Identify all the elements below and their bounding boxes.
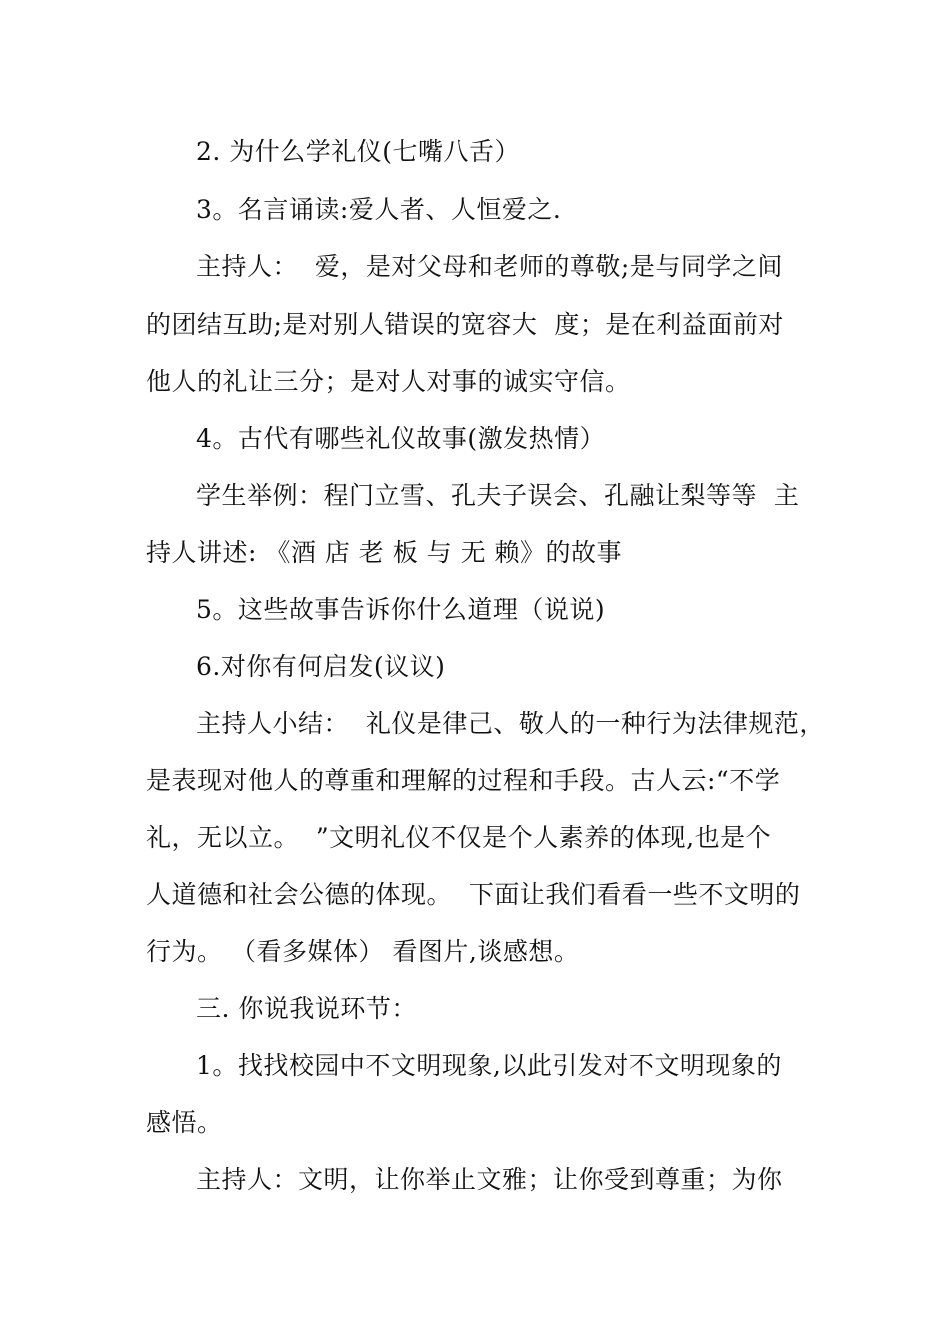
text-line-4: 的团结互助;是对别人错误的宽容大 度；是在利益面前对	[146, 310, 784, 339]
text-line-1: 2. 为什么学礼仪(七嘴八舌）	[196, 137, 521, 166]
text-line-8: 持人讲述: 《酒 店 老 板 与 无 赖》的故事	[146, 538, 623, 567]
text-line-11: 主持人小结： 礼仪是律己、敬人的一种行为法律规范，	[196, 709, 825, 738]
text-line-5: 他人的礼让三分；是对人对事的诚实守信。	[146, 367, 631, 396]
text-line-18: 感悟。	[146, 1108, 223, 1137]
text-line-3: 主持人： 爱，是对父母和老师的尊敬;是与同学之间	[196, 252, 783, 281]
text-line-9: 5。这些故事告诉你什么道理（说说)	[196, 595, 606, 624]
text-line-2: 3。名言诵读:爱人者、人恒爱之.	[196, 195, 562, 224]
text-line-12: 是表现对他人的尊重和理解的过程和手段。古人云:“不学	[146, 766, 781, 795]
text-line-13: 礼，无以立。 ”文明礼仪不仅是个人素养的体现,也是个	[146, 823, 772, 852]
text-line-14: 人道德和社会公德的体现。 下面让我们看看一些不文明的	[146, 880, 801, 909]
text-line-7: 学生举例：程门立雪、孔夫子误会、孔融让梨等等 主	[196, 481, 800, 510]
text-line-16: 三. 你说我说环节：	[196, 994, 417, 1023]
text-line-15: 行为。 （看多媒体） 看图片,谈感想。	[146, 937, 580, 966]
text-line-6: 4。古代有哪些礼仪故事(激发热情）	[196, 424, 606, 453]
text-line-10: 6.对你有何启发(议议)	[196, 652, 446, 681]
text-line-19: 主持人：文明，让你举止文雅；让你受到尊重；为你	[196, 1165, 783, 1194]
text-line-17: 1。找找校园中不文明现象,以此引发对不文明现象的	[196, 1051, 782, 1080]
